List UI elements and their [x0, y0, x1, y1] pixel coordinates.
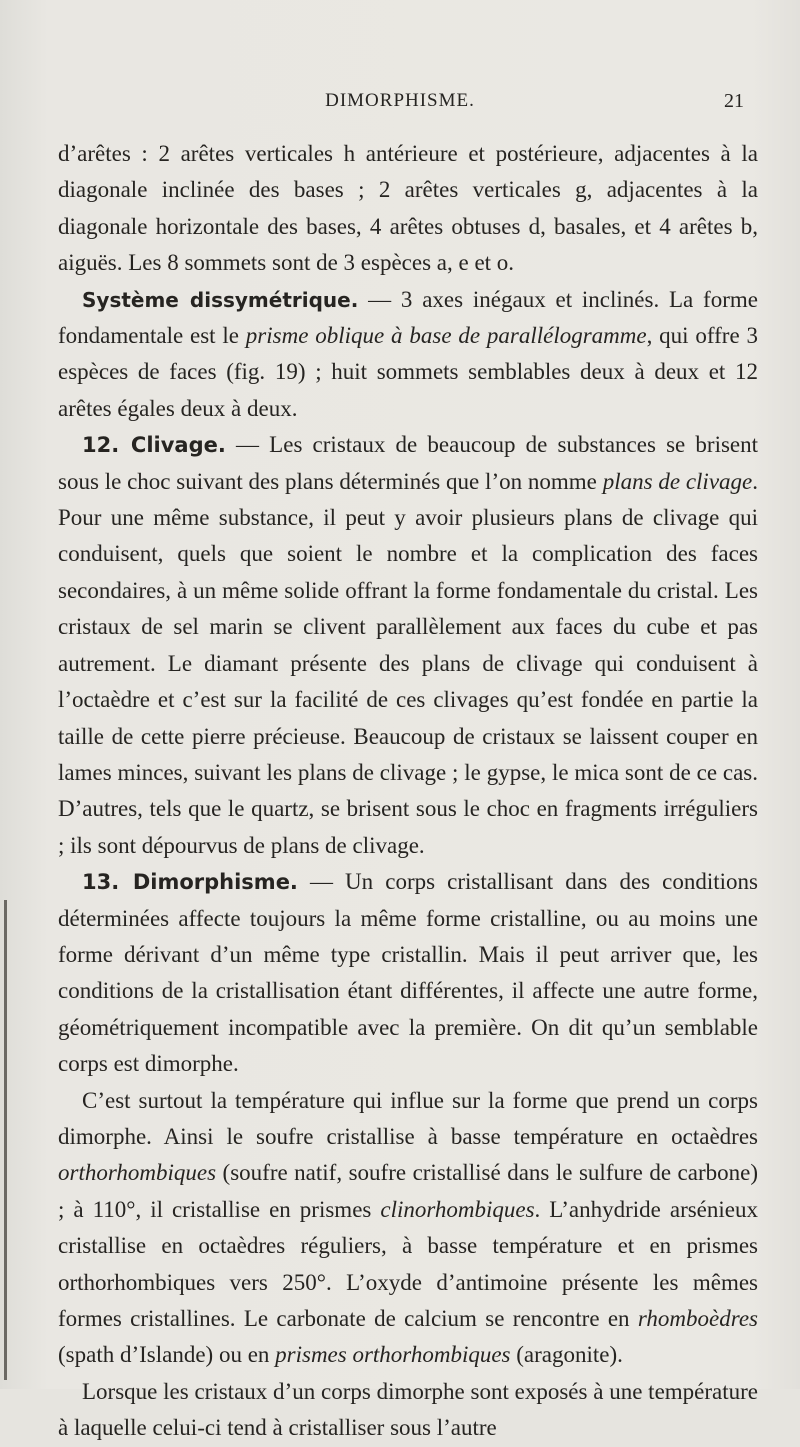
paragraph-clivage — [58, 427, 758, 864]
paragraph-lorsque — [58, 1374, 758, 1447]
paragraph-text: , qui offre 3 espèces de faces (fig. 19) ; huit sommets semblables deux à deux et 12 arêtes égales deux à deux. — [58, 323, 758, 421]
paragraph-dimorphisme — [58, 864, 758, 1082]
paragraph-text: Lorsque les cristaux d’un corps dimorphe sont exposés à une température à laquelle celui-ci tend à cristalliser sous l’autre — [58, 1378, 758, 1441]
paragraph-systeme-dissymetrique — [58, 282, 758, 428]
page-header — [0, 90, 800, 114]
subsection-heading: Système dissymétrique. — [82, 287, 359, 312]
paragraph-text: — Les cristaux de beaucoup de substances se brisent sous le choc suivant des plans déterminés que l’on nomme — [58, 432, 759, 494]
body-text — [58, 136, 758, 1447]
emphasis-text: prisme oblique à base de parallélogramme — [245, 323, 647, 349]
section-heading: 12. Clivage. — [82, 433, 226, 458]
paragraph-text: d’arêtes : 2 arêtes verticales h antérieure et postérieure, adjacentes à la diagonale inclinée des bases ; 2 arêtes verticales g, adjacentes à la diagonale horizontale des bases, 4 arêtes obtuses d, basales, et 4 arêtes b, aiguës. Les 8 sommets sont de 3 espèces a, e et o. — [58, 141, 758, 276]
emphasis-text: plans de clivage — [602, 468, 753, 494]
paragraph-aretes — [58, 136, 758, 282]
paragraph-text: (soufre natif, soufre cristallisé dans le sulfure de carbone) ; à 110°, il cristallise en prismes — [58, 1160, 758, 1222]
section-heading: 13. Dimorphisme. — [82, 870, 298, 895]
paragraph-temperature — [58, 1083, 758, 1374]
emphasis-text: prismes orthorhombiques — [275, 1342, 511, 1368]
paragraph-text: (spath d’Islande) ou en — [58, 1342, 276, 1368]
page-number: 21 — [724, 90, 744, 112]
paragraph-text: (aragonite). — [510, 1342, 623, 1368]
binding-edge — [4, 900, 7, 1380]
emphasis-text: clinorhombiques — [380, 1196, 535, 1222]
paragraph-text: — Un corps cristallisant dans des conditions déterminées affecte toujours la même forme cristalline, ou au moins une forme dérivant d’un même type cristallin. Mais il peut arriver que, les conditions de la cristallisation étant différentes, il affecte une autre forme, géométriquement incompatible avec la première. On dit qu’un semblable corps est dimorphe. — [58, 869, 759, 1077]
paragraph-text: . Pour une même substance, il peut y avoir plusieurs plans de clivage qui conduisent, quels que soient le nombre et la complication des faces secondaires, à un même solide offrant la forme fondamentale du cristal. Les cristaux de sel marin se clivent parallèlement aux faces du cube et pas autrement. Le diamant présente des plans de clivage qui conduisent à l’octaèdre et c’est sur la facilité de ces clivages qu’est fondée en partie la taille de cette pierre précieuse. Beaucoup de cristaux se laissent couper en lames minces, suivant les plans de clivage ; le gypse, le mica sont de ce cas. D’autres, tels que le quartz, se brisent sous le choc en fragments irréguliers ; ils sont dépourvus de plans de clivage. — [58, 468, 758, 858]
paragraph-text: C’est surtout la température qui influe sur la forme que prend un corps dimorphe. Ainsi le soufre cristallise à basse température en octaèdres — [58, 1087, 758, 1149]
emphasis-text: orthorhombiques — [58, 1160, 217, 1186]
paragraph-text: . L’anhydride arsénieux cristallise en octaèdres réguliers, à basse température et en prismes orthorhombiques vers 250°. L’oxyde d’antimoine présente les mêmes formes cristallines. Le carbonate de calcium se rencontre en — [58, 1196, 758, 1331]
emphasis-text: rhomboèdres — [637, 1306, 758, 1331]
paragraph-text: — 3 axes inégaux et inclinés. La forme fondamentale est le — [58, 286, 758, 349]
running-title: DIMORPHISME. — [325, 90, 475, 111]
